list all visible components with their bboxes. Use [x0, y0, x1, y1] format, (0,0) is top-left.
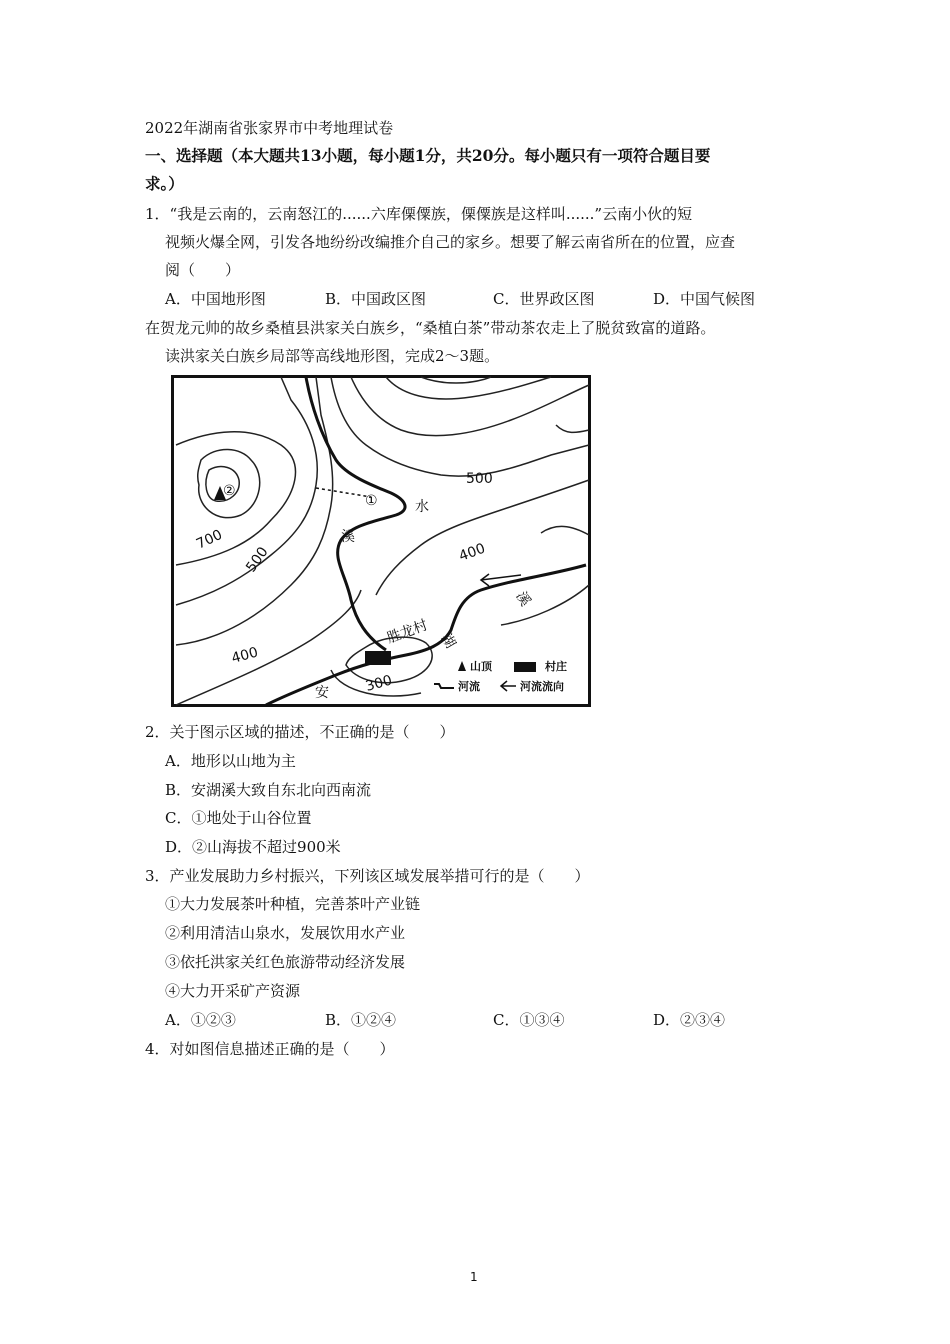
q3-item-4: ④大力开采矿产资源 [165, 982, 301, 1000]
river-char-hu: 湖 [437, 631, 459, 652]
q1-option-a[interactable]: A．中国地形图 [165, 290, 266, 308]
legend-flow-label: 河流流向 [520, 680, 564, 693]
q3-item-2: ②利用清洁山泉水，发展饮用水产业 [165, 924, 406, 942]
section-heading-cont: 求。） [145, 174, 184, 193]
q3-option-d[interactable]: D．②③④ [653, 1011, 726, 1029]
q2-option-c[interactable]: C．①地处于山谷位置 [165, 809, 312, 827]
contour-label-700: 700 [193, 526, 225, 553]
legend-village-label: 村庄 [545, 660, 567, 673]
q2-option-a[interactable]: A．地形以山地为主 [165, 752, 296, 770]
village-marker [365, 651, 391, 665]
q3-option-b[interactable]: B．①②④ [325, 1011, 397, 1029]
legend-peak-label: 山顶 [470, 660, 492, 673]
q4-stem: 4．对如图信息描述正确的是（ ） [145, 1040, 395, 1058]
legend-village-icon [514, 662, 536, 672]
q2-option-b[interactable]: B．安湖溪大致自东北向西南流 [165, 781, 372, 799]
contour-map [171, 375, 591, 707]
q2-option-d[interactable]: D．②山海拔不超过900米 [165, 838, 341, 856]
q3-option-a[interactable]: A．①②③ [165, 1011, 236, 1029]
page-number: 1 [470, 1270, 478, 1284]
q1-option-c[interactable]: C．世界政区图 [493, 290, 595, 308]
q1-option-d[interactable]: D．中国气候图 [653, 290, 756, 308]
q1-option-b[interactable]: B．中国政区图 [325, 290, 427, 308]
river-char-shui: 水 [415, 499, 429, 515]
contour-label-300: 300 [363, 672, 394, 695]
river-char-xi: 溪 [512, 589, 534, 610]
village-name-label: 胜龙村 [384, 617, 430, 647]
river-char-an: 安 [315, 685, 329, 701]
river-char-xi2: 溪 [341, 529, 355, 545]
passage-line2: 读洪家关白族乡局部等高线地形图，完成2～3题。 [165, 347, 500, 365]
q3-option-c[interactable]: C．①③④ [493, 1011, 565, 1029]
legend-river-label: 河流 [458, 680, 480, 693]
contour-label-500a: 500 [466, 471, 493, 487]
q3-item-3: ③依托洪家关红色旅游带动经济发展 [165, 953, 406, 971]
q1-stem-line1: 1．“我是云南的，云南怒江的......六库傈僳族，傈僳族是这样叫......”云南小伙的短 [145, 205, 693, 223]
q1-stem-line2: 视频火爆全网，引发各地纷纷改编推介自己的家乡。想要了解云南省所在的位置，应查 [165, 233, 736, 251]
contour-label-400b: 400 [229, 644, 260, 667]
section-heading: 一、选择题（本大题共13小题，每小题1分，共20分。每小题只有一项符合题目要 [145, 146, 711, 165]
q2-stem: 2．关于图示区域的描述，不正确的是（ ） [145, 723, 455, 741]
exam-title: 2022年湖南省张家界市中考地理试卷 [145, 119, 394, 137]
point-2-label: ② [223, 483, 236, 499]
contour-label-400a: 400 [456, 540, 488, 565]
q3-item-1: ①大力发展茶叶种植，完善茶叶产业链 [165, 895, 421, 913]
point-1-label: ① [365, 493, 378, 509]
contour-label-500b: 500 [243, 544, 272, 576]
q3-stem: 3．产业发展助力乡村振兴，下列该区域发展举措可行的是（ ） [145, 867, 590, 885]
q1-stem-line3: 阅（ ） [165, 261, 241, 279]
passage-line1: 在贺龙元帅的故乡桑植县洪家关白族乡，“桑植白茶”带动茶农走上了脱贫致富的道路。 [145, 319, 716, 337]
